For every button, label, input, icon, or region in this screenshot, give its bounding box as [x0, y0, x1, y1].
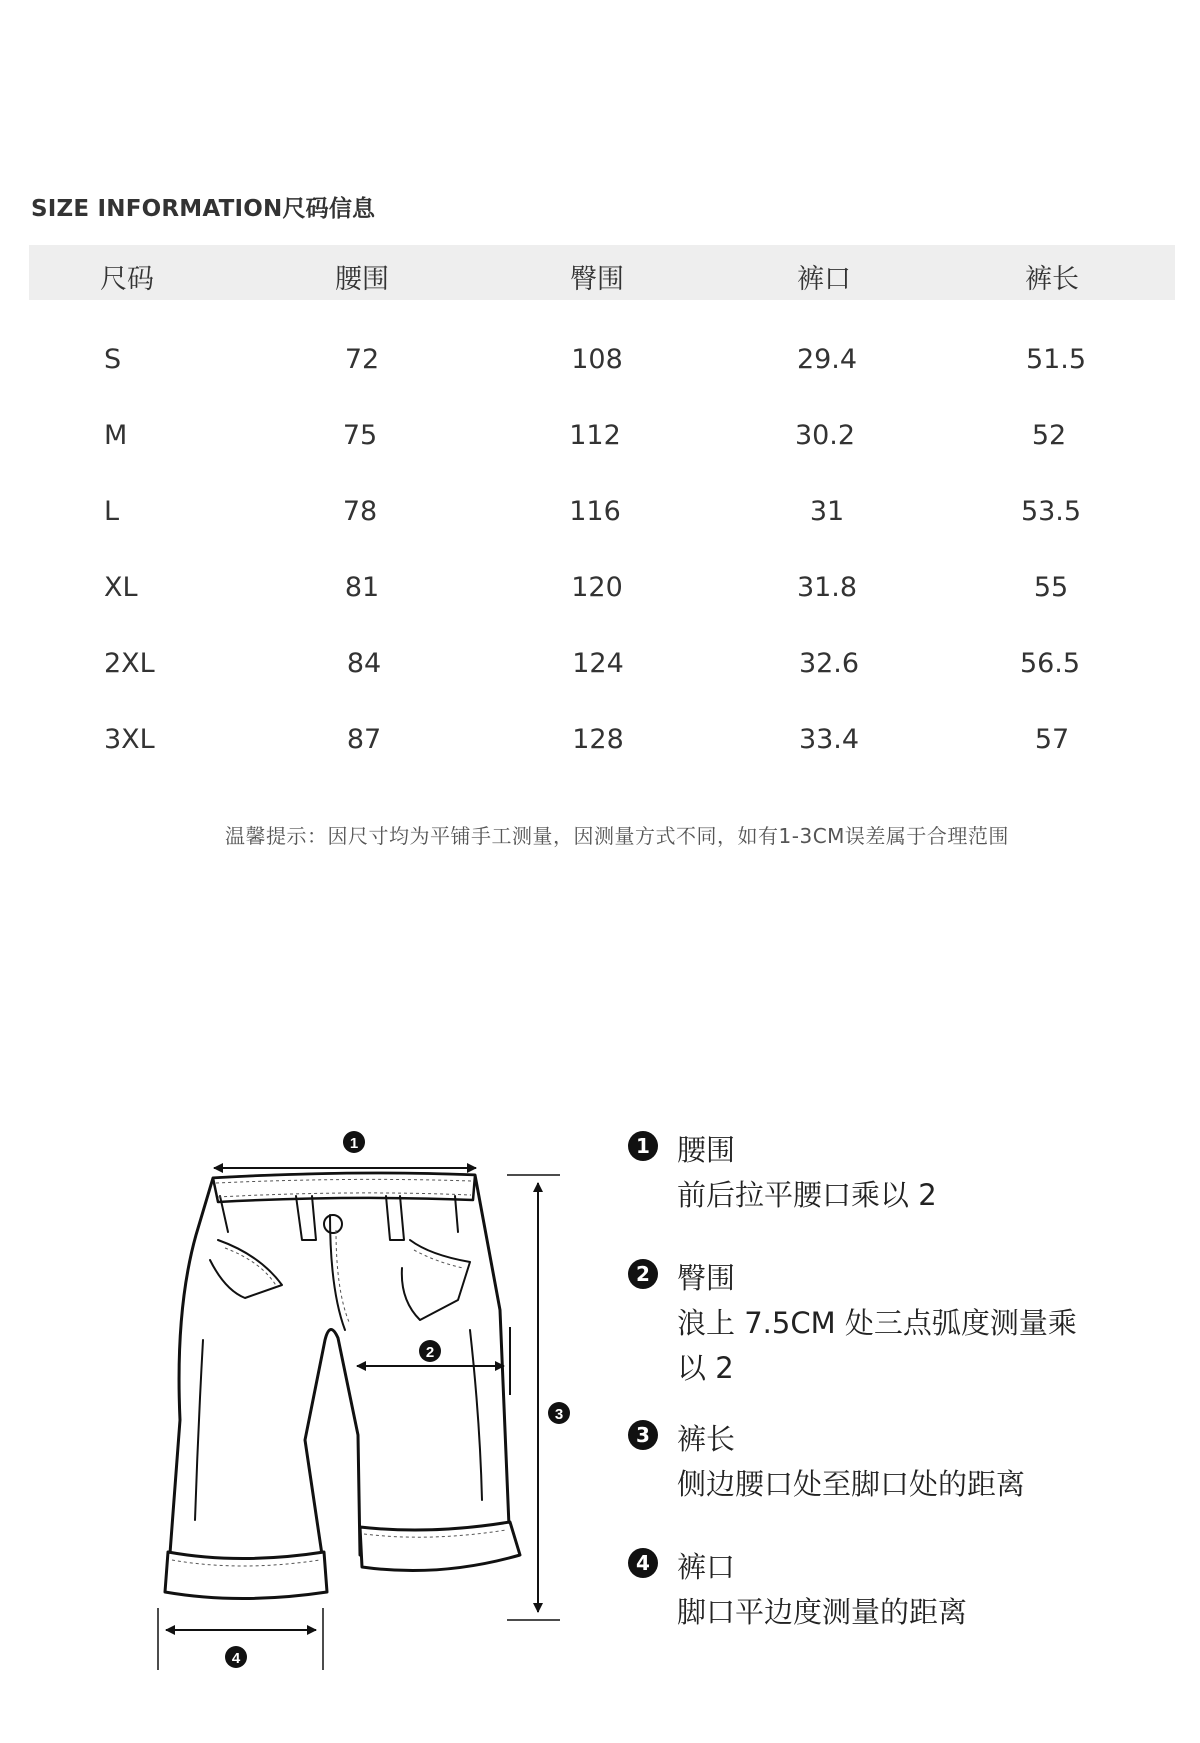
- cell-hip: 116: [569, 496, 621, 527]
- cell-leg-opening: 31: [809, 496, 845, 527]
- legend-number-badge: 3: [628, 1420, 658, 1450]
- header-size: 尺码: [100, 264, 154, 295]
- cell-length: 55: [1033, 572, 1069, 603]
- marker-4: [225, 1646, 247, 1668]
- legend-title: 裤长: [677, 1422, 736, 1456]
- cell-hip: 112: [569, 420, 621, 451]
- cell-size: XL: [104, 572, 138, 603]
- legend-number-badge: 1: [628, 1131, 658, 1161]
- legend-title: 腰围: [677, 1133, 736, 1167]
- svg-text:1: 1: [349, 1135, 359, 1152]
- marker-2: [419, 1340, 441, 1362]
- legend-number-badge: 4: [628, 1548, 658, 1578]
- cell-length: 56.5: [1019, 648, 1081, 679]
- cell-hip: 120: [571, 572, 623, 603]
- cell-hip: 108: [571, 344, 623, 375]
- marker-3: [548, 1402, 570, 1424]
- cell-waist: 81: [344, 572, 380, 603]
- cell-length: 52: [1031, 420, 1067, 451]
- legend-number-badge: 2: [628, 1259, 658, 1289]
- cell-leg-opening: 32.6: [798, 648, 860, 679]
- cell-leg-opening: 30.2: [794, 420, 856, 451]
- header-leg-opening: 裤口: [797, 264, 851, 295]
- legend-desc: 脚口平边度测量的距离: [677, 1595, 968, 1629]
- svg-text:2: 2: [425, 1344, 435, 1361]
- legend-desc: 前后拉平腰口乘以 2: [677, 1178, 937, 1212]
- cell-size: M: [104, 420, 128, 451]
- cell-waist: 78: [342, 496, 378, 527]
- cell-length: 57: [1034, 724, 1070, 755]
- legend-desc: 侧边腰口处至脚口处的距离: [677, 1467, 1026, 1501]
- legend-title: 裤口: [677, 1550, 736, 1584]
- cell-size: L: [104, 496, 120, 527]
- marker-1: [343, 1131, 365, 1153]
- section-title: SIZE INFORMATION尺码信息: [31, 196, 376, 222]
- cell-waist: 72: [344, 344, 380, 375]
- legend-title: 臀围: [677, 1261, 736, 1295]
- cell-size: 3XL: [104, 724, 155, 755]
- cell-leg-opening: 31.8: [796, 572, 858, 603]
- cell-hip: 124: [572, 648, 624, 679]
- cell-leg-opening: 33.4: [798, 724, 860, 755]
- cell-size: 2XL: [104, 648, 155, 679]
- cell-waist: 75: [342, 420, 378, 451]
- cell-hip: 128: [572, 724, 624, 755]
- cell-length: 51.5: [1025, 344, 1087, 375]
- cell-waist: 87: [346, 724, 382, 755]
- cell-leg-opening: 29.4: [796, 344, 858, 375]
- header-hip: 臀围: [570, 264, 624, 295]
- header-waist: 腰围: [335, 264, 389, 295]
- legend-desc: 浪上 7.5CM 处三点弧度测量乘以 2: [677, 1306, 1077, 1385]
- svg-text:4: 4: [231, 1650, 241, 1667]
- header-length: 裤长: [1025, 264, 1079, 295]
- cell-length: 53.5: [1020, 496, 1082, 527]
- cell-size: S: [104, 344, 122, 375]
- shorts-measurement-diagram: [0, 1100, 600, 1680]
- measurement-note: 温馨提示：因尺寸均为平铺手工测量，因测量方式不同，如有1-3CM误差属于合理范围: [225, 824, 1009, 848]
- svg-text:3: 3: [554, 1406, 564, 1423]
- cell-waist: 84: [346, 648, 382, 679]
